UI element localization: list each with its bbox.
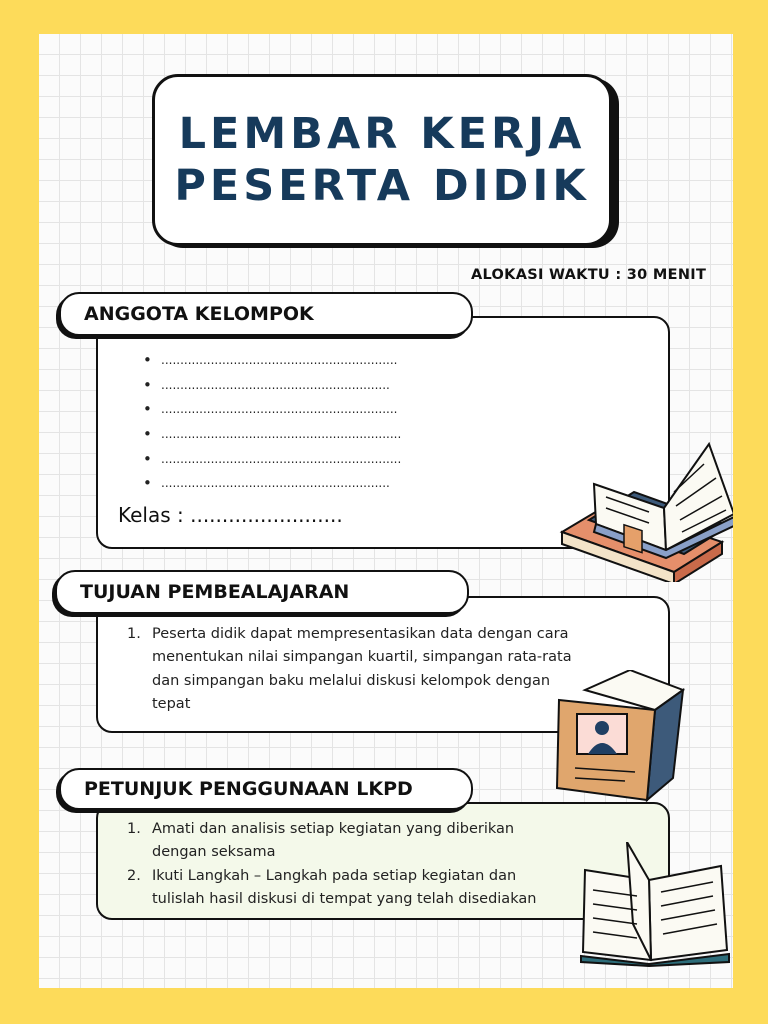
member-line[interactable]: • .............................................................. <box>143 400 398 419</box>
title-line-1: LEMBAR KERJA <box>178 109 586 159</box>
instructions-list <box>127 818 569 912</box>
members-label: ANGGOTA KELOMPOK <box>59 292 473 336</box>
standing-book-icon <box>555 670 695 805</box>
member-line[interactable]: • ............................................................... <box>143 425 402 444</box>
title-line-2: PESERTA DIDIK <box>174 161 590 211</box>
member-list <box>143 348 401 496</box>
worksheet-page <box>39 34 733 988</box>
member-line[interactable]: • ............................................................ <box>143 375 390 394</box>
time-allocation: ALOKASI WAKTU : 30 MENIT <box>471 267 707 283</box>
class-field[interactable]: Kelas : ........................ <box>118 503 343 527</box>
objectives-label: TUJUAN PEMBEALAJARAN <box>55 570 469 614</box>
member-line[interactable]: • .............................................................. <box>143 351 398 370</box>
stacked-books-icon <box>554 442 733 582</box>
instruction-item: 1. Amati dan analisis setiap kegiatan yang diberikan dengan seksama <box>127 821 515 861</box>
objective-item: 1. Peserta didik dapat mempresentasikan data dengan cara menentukan nilai simpangan kuartil, simpangan rata-rata dan simpangan baku melalui diskusi kelompok dengan tepat <box>127 626 572 713</box>
member-line[interactable]: • ............................................................... <box>143 449 402 468</box>
title-card <box>152 74 612 246</box>
objectives-list <box>127 623 589 717</box>
member-line[interactable]: • ............................................................ <box>143 474 390 493</box>
instructions-label: PETUNJUK PENGGUNAAN LKPD <box>59 768 473 810</box>
instruction-item: 2. Ikuti Langkah – Langkah pada setiap kegiatan dan tulislah hasil diskusi di tempat yang telah disediakan <box>127 867 537 908</box>
open-book-icon <box>579 842 733 967</box>
